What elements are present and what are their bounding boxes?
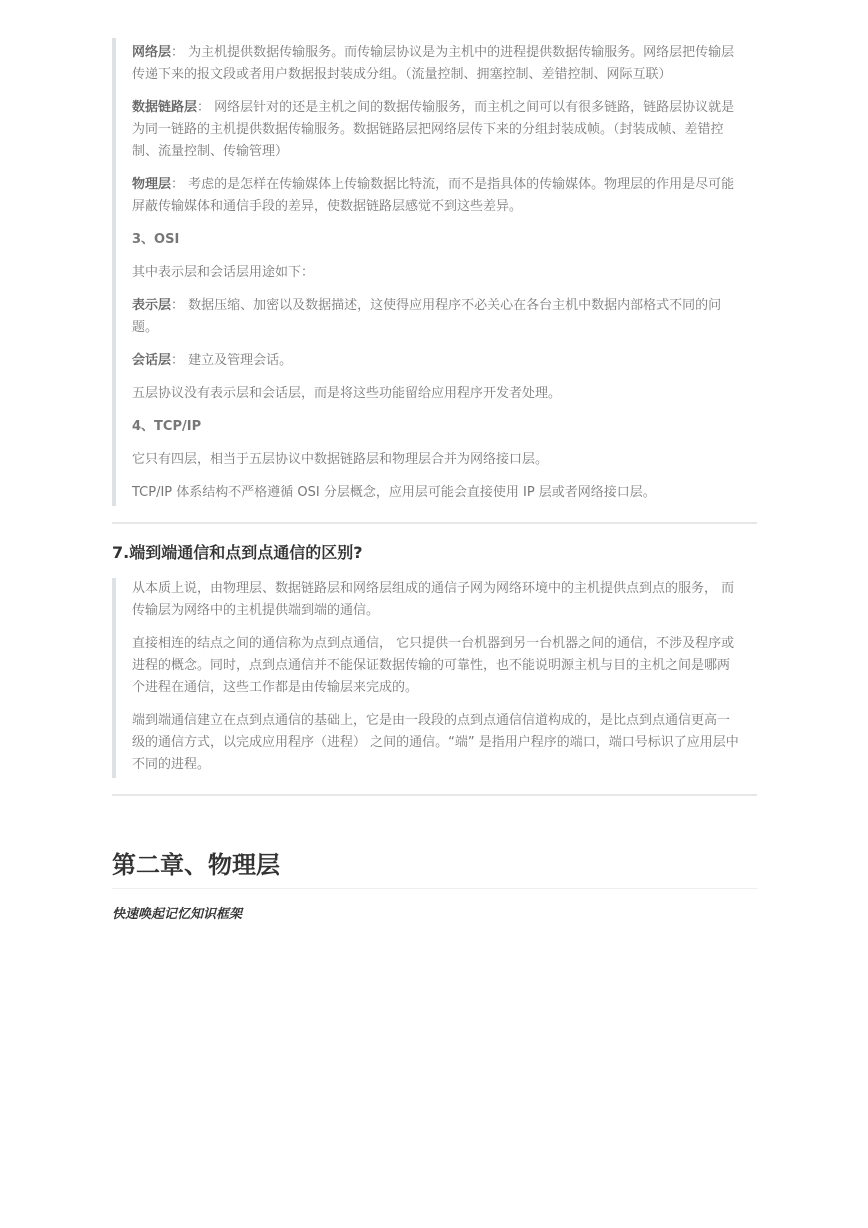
end-to-end-paragraph-2: 直接相连的结点之间的通信称为点到点通信， 它只提供一台机器到另一台机器之间的通信，不涉及程序或进程的概念。同时，点到点通信并不能保证数据传输的可靠性，也不能说明源主机与目的主机之间是哪两个进程在通信，这些工作都是由传输层来完成的。 xyxy=(132,636,735,695)
divider xyxy=(112,794,757,796)
session-layer-paragraph: 会话层： 建立及管理会话。 xyxy=(132,353,293,368)
end-to-end-blockquote xyxy=(112,578,757,778)
datalink-layer-text: 网络层针对的还是主机之间的数据传输服务，而主机之间可以有很多链路，链路层协议就是为同一链路的主机提供数据传输服务。数据链路层把网络层传下来的分组封装成帧。（封装成帧、差错控制、流量控制、传输管理） xyxy=(132,100,735,159)
network-layer-paragraph: 网络层： 为主机提供数据传输服务。而传输层协议是为主机中的进程提供数据传输服务。网络层把传输层传递下来的报文段或者用户数据报封装成分组。（流量控制、拥塞控制、差错控制、网际互联） xyxy=(132,45,735,82)
datalink-layer-term: 数据链路层 xyxy=(132,100,198,115)
tcpip-heading: 4、TCP/IP xyxy=(132,419,202,434)
network-layer-term: 网络层 xyxy=(132,45,172,60)
presentation-layer-paragraph: 表示层： 数据压缩、加密以及数据描述，这使得应用程序不必关心在各台主机中数据内部格式不同的问题。 xyxy=(132,298,722,335)
datalink-layer-paragraph: 数据链路层： 网络层针对的还是主机之间的数据传输服务，而主机之间可以有很多链路，链路层协议就是为同一链路的主机提供数据传输服务。数据链路层把网络层传下来的分组封装成帧。（封装成帧、差错控制、流量控制、传输管理） xyxy=(132,100,735,159)
osi-heading: 3、OSI xyxy=(132,232,180,247)
chapter-2-title: 第二章、物理层 xyxy=(112,848,757,889)
session-layer-text: 建立及管理会话。 xyxy=(188,353,293,368)
end-to-end-paragraph-1: 从本质上说，由物理层、数据链路层和网络层组成的通信子网为网络环境中的主机提供点到点的服务， 而传输层为网络中的主机提供端到端的通信。 xyxy=(132,581,735,618)
tcpip-paragraph-1: 它只有四层，相当于五层协议中数据链路层和物理层合并为网络接口层。 xyxy=(132,452,549,467)
session-layer-term: 会话层 xyxy=(132,353,172,368)
layers-blockquote xyxy=(112,38,757,506)
document-page xyxy=(112,38,757,925)
five-layer-note: 五层协议没有表示层和会话层，而是将这些功能留给应用程序开发者处理。 xyxy=(132,386,562,401)
network-layer-text: 为主机提供数据传输服务。而传输层协议是为主机中的进程提供数据传输服务。网络层把传输层传递下来的报文段或者用户数据报封装成分组。（流量控制、拥塞控制、差错控制、网际互联） xyxy=(132,45,735,82)
tcpip-paragraph-2: TCP/IP 体系结构不严格遵循 OSI 分层概念，应用层可能会直接使用 IP 层或者网络接口层。 xyxy=(132,485,656,500)
presentation-layer-term: 表示层 xyxy=(132,298,172,313)
physical-layer-term: 物理层 xyxy=(132,177,172,192)
chapter-2-subtitle: 快速唤起记忆知识框架 xyxy=(112,907,243,922)
end-to-end-paragraph-3: 端到端通信建立在点到点通信的基础上，它是由一段段的点到点通信信道构成的，是比点到点通信更高一级的通信方式，以完成应用程序（进程） 之间的通信。“端” 是指用户程序的端口，端口号标识了应用层中不同的进程。 xyxy=(132,713,739,772)
physical-layer-text: 考虑的是怎样在传输媒体上传输数据比特流，而不是指具体的传输媒体。物理层的作用是尽可能屏蔽传输媒体和通信手段的差异，使数据链路层感觉不到这些差异。 xyxy=(132,177,735,214)
section-7-title: 7.端到端通信和点到点通信的区别? xyxy=(112,543,363,562)
physical-layer-paragraph: 物理层： 考虑的是怎样在传输媒体上传输数据比特流，而不是指具体的传输媒体。物理层的作用是尽可能屏蔽传输媒体和通信手段的差异，使数据链路层感觉不到这些差异。 xyxy=(132,177,735,214)
presentation-layer-text: 数据压缩、加密以及数据描述，这使得应用程序不必关心在各台主机中数据内部格式不同的问题。 xyxy=(132,298,722,335)
divider xyxy=(112,522,757,524)
osi-intro: 其中表示层和会话层用途如下： xyxy=(132,265,315,280)
